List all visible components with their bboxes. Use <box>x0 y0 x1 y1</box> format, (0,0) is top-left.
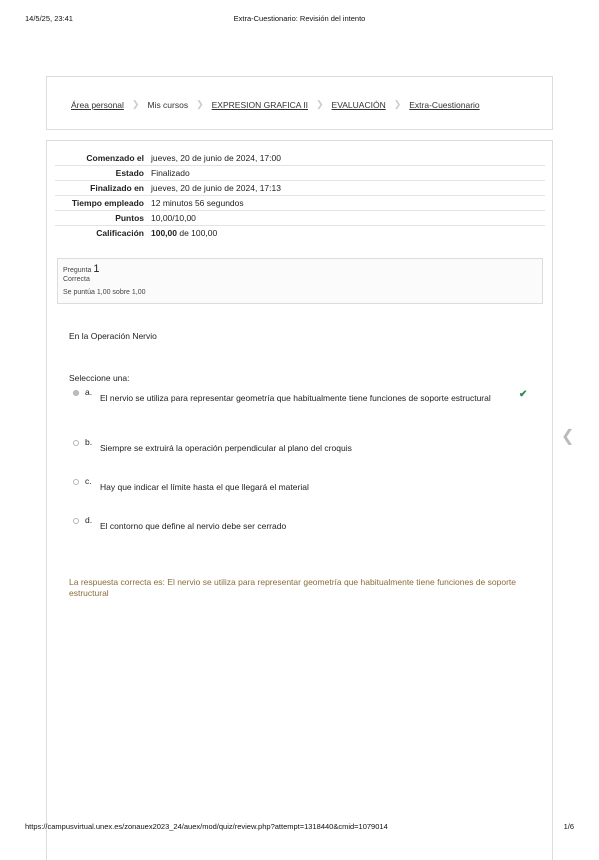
question-text: En la Operación Nervio <box>69 331 157 341</box>
summary-label: Tiempo empleado <box>71 198 144 208</box>
attempt-summary-table <box>55 151 545 240</box>
chevron-right-icon: ❯ <box>316 99 324 109</box>
summary-label: Calificación <box>96 228 144 238</box>
answer-prompt: Seleccione una: <box>69 373 130 383</box>
breadcrumb <box>71 99 480 110</box>
summary-value <box>149 226 545 241</box>
print-footer <box>25 822 574 834</box>
question-info-box <box>57 258 543 304</box>
breadcrumb-card <box>46 76 553 130</box>
check-icon: ✔ <box>519 389 528 400</box>
summary-row-time <box>55 196 545 211</box>
question-label: Pregunta <box>63 267 92 274</box>
summary-label: Estado <box>115 168 144 178</box>
answer-letter: b. <box>85 437 93 447</box>
question-number <box>63 263 537 276</box>
chevron-right-icon: ❯ <box>393 99 402 109</box>
chevron-right-icon: ❯ <box>131 99 140 109</box>
summary-label: Puntos <box>115 213 144 223</box>
answer-letter: a. <box>85 387 93 397</box>
question-status: Correcta <box>63 276 90 283</box>
chevron-left-icon[interactable]: ❮ <box>561 428 575 445</box>
radio-button[interactable] <box>73 440 79 446</box>
radio-button[interactable] <box>73 390 79 396</box>
grade-total: de 100,00 <box>177 228 218 238</box>
radio-button[interactable] <box>73 518 79 524</box>
answer-letter: d. <box>85 515 93 525</box>
summary-label: Finalizado en <box>90 183 144 193</box>
breadcrumb-course[interactable]: EXPRESION GRAFICA II <box>211 99 308 110</box>
summary-value: jueves, 20 de junio de 2024, 17:13 <box>151 183 281 193</box>
answer-text: Hay que indicar el límite hasta el que llegará el material <box>100 482 309 492</box>
quiz-review-card <box>46 140 553 860</box>
print-url: https://campusvirtual.unex.es/zonauex2023_24/auex/mod/quiz/review.php?attempt=1318440&cmid=1079014 <box>25 822 388 831</box>
grade-value: 100,00 <box>151 228 177 238</box>
radio-button[interactable] <box>73 479 79 485</box>
summary-row-started <box>55 151 545 166</box>
summary-value: jueves, 20 de junio de 2024, 17:00 <box>151 153 281 163</box>
summary-row-grade <box>55 226 545 241</box>
answer-text: El nervio se utiliza para representar geometría que habitualmente tiene funciones de soporte estructural <box>100 393 491 403</box>
answer-text: El contorno que define al nervio debe ser cerrado <box>100 521 287 531</box>
print-header <box>25 14 574 26</box>
print-page-number: 1/6 <box>563 822 574 831</box>
breadcrumb-mis-cursos[interactable]: Mis cursos <box>147 99 189 110</box>
question-number-value: 1 <box>93 263 100 275</box>
summary-label: Comenzado el <box>86 153 144 163</box>
chevron-right-icon: ❯ <box>196 99 204 109</box>
summary-row-points <box>55 211 545 226</box>
question-score: Se puntúa 1,00 sobre 1,00 <box>63 289 146 296</box>
answer-letter: c. <box>85 476 92 486</box>
print-datetime: 14/5/25, 23:41 <box>25 14 73 23</box>
print-title: Extra-Cuestionario: Revisión del intento <box>233 14 366 23</box>
summary-row-state <box>55 166 545 181</box>
summary-value: 10,00/10,00 <box>151 213 196 223</box>
breadcrumb-evaluacion[interactable]: EVALUACIÓN <box>331 99 386 110</box>
answer-text: Siempre se extruirá la operación perpendicular al plano del croquis <box>100 443 352 453</box>
summary-row-finished <box>55 181 545 196</box>
summary-value: 12 minutos 56 segundos <box>151 198 244 208</box>
breadcrumb-area-personal[interactable]: Área personal <box>71 99 124 110</box>
summary-value: Finalizado <box>151 168 190 178</box>
correct-answer-feedback: La respuesta correcta es: El nervio se utiliza para representar geometría que habitualmente tiene funciones de soporte estructural <box>69 577 516 598</box>
breadcrumb-quiz[interactable]: Extra-Cuestionario <box>409 99 480 110</box>
